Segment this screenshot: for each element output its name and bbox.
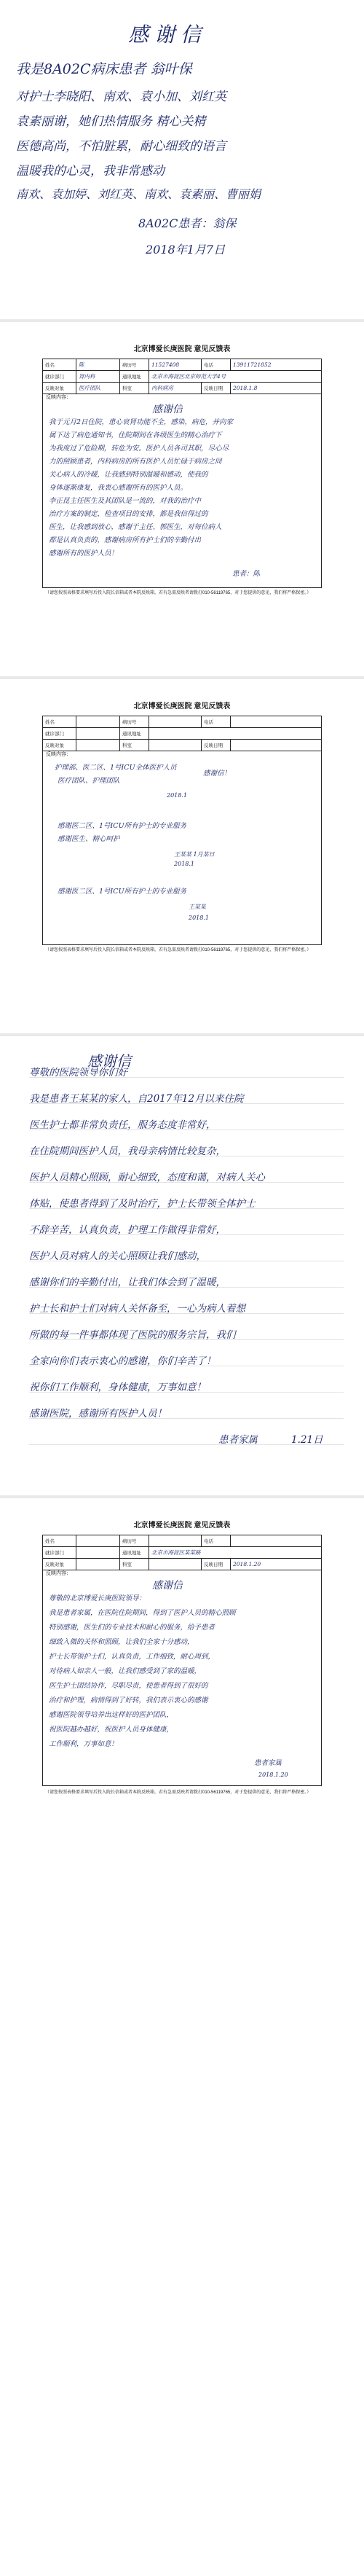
value-ward: 11527408	[149, 359, 202, 370]
label-date: 反映日期	[202, 383, 231, 394]
page-separator	[0, 319, 364, 322]
label-reporter: 反映对象	[43, 1559, 76, 1570]
content-line: 感谢信！	[203, 770, 232, 778]
letter-line: 我是患者王某某的家人，自2017年12月以来住院	[29, 1093, 244, 1105]
note-line: 感谢医二区、1号ICU所有护士的专业服务	[58, 888, 187, 896]
label-name: 姓名	[43, 716, 76, 727]
letter-line: 全家向你们表示衷心的感谢，你们辛苦了！	[29, 1355, 216, 1367]
value-department: 内科病房	[149, 383, 202, 394]
content-date: 2018.1.20	[258, 1772, 288, 1778]
content-line: 护理部、医二区、1号ICU全体医护人员	[55, 764, 177, 772]
label-name: 姓名	[43, 359, 76, 370]
letter-title: 感谢信	[128, 23, 207, 47]
form-footnote: （请您按照表格要求填写后投入院长信箱或者本院反映箱，若有急需反映者请拨打010-56119765，对于您提供的意见，我们将严格保密。）	[45, 591, 312, 595]
content-line: 工作顺利，万事如意！	[49, 1740, 119, 1748]
form-header: 北京博爱长庚医院 意见反馈表	[133, 1522, 231, 1530]
content-title: 感谢信	[152, 404, 183, 415]
form-footnote: （请您按照表格要求填写后投入院长信箱或者本院反映箱，若有急需反映者请拨打010-56119765，对于您提供的意见，我们将严格保密。）	[45, 948, 312, 952]
label-unit: 就诊部门	[43, 1547, 76, 1558]
feedback-form-1	[0, 329, 364, 665]
label-phone: 电话	[202, 1535, 231, 1546]
content-line: 医生护士团结协作，尽职尽责，使患者得到了很好的	[49, 1682, 208, 1690]
page-separator	[0, 1033, 364, 1036]
note-line: 2018.1	[189, 915, 209, 921]
content-line: 都是认真负责的，感谢病房所有护士们的辛勤付出	[49, 536, 202, 544]
label-reporter: 反映对象	[43, 383, 76, 394]
content-line: 尊敬的北京博爱长庚医院领导：	[49, 1594, 146, 1602]
label-phone: 电话	[202, 359, 231, 370]
content-line: 护士长带领护士们，认真负责，工作细致，耐心周到，	[49, 1653, 215, 1661]
content-label: 反映内容：	[46, 395, 71, 400]
letter-line: 体贴，使患者得到了及时治疗，护士长带领全体护士	[29, 1198, 256, 1210]
label-unit: 就诊部门	[43, 728, 76, 739]
value-ward	[149, 716, 202, 727]
value-phone	[231, 1535, 321, 1546]
letter-line: 祝你们工作顺利，身体健康，万事如意！	[29, 1382, 206, 1393]
label-address: 通讯地址	[120, 1547, 149, 1558]
content-line: 感谢所有的医护人员！	[49, 549, 119, 557]
letter-line: 南欢、袁加婷、刘红英、南欢、袁素丽、曹丽娟	[16, 187, 261, 201]
label-date: 反映日期	[202, 1559, 231, 1570]
value-address: 北京市海淀区某某路	[151, 1549, 201, 1556]
letter-signature: 8A02C患者：翁保	[138, 216, 237, 230]
value-name: 陈	[76, 359, 120, 370]
letter-line: 对护士李晓阳、南欢、袁小加、刘红英	[16, 90, 226, 104]
value-name	[76, 716, 120, 727]
form-footnote: （请您按照表格要求填写后投入院长信箱或者本院反映箱，若有急需反映者请拨打010-56119765，对于您提供的意见，我们将严格保密。）	[45, 1790, 312, 1795]
note-line: 王某某 1月某日	[174, 851, 215, 858]
form-info-table	[42, 1535, 322, 1570]
content-label: 反映内容：	[46, 1571, 71, 1576]
page-separator	[0, 676, 364, 679]
note-line: 2018.1	[174, 861, 194, 867]
letter-line: 不辞辛苦，认真负责，护理工作做得非常好，	[29, 1224, 226, 1236]
value-date: 2018.1.8	[233, 385, 258, 391]
label-department: 科室	[120, 740, 149, 751]
feedback-form-2	[0, 686, 364, 1022]
content-line: 2018.1	[167, 792, 187, 799]
value-address: 北京市海淀区北京师范大学4号	[151, 373, 226, 380]
content-line: 我于元月2日住院，患心衰肾功能不全，感染，病危，并向家	[49, 418, 234, 426]
form-content-box	[42, 391, 322, 588]
letter-date: 2018年1月7日	[146, 243, 226, 257]
content-line: 祝医院越办越好，祝医护人员身体健康，	[49, 1726, 174, 1734]
value-ward	[149, 1535, 202, 1546]
label-date: 反映日期	[202, 740, 231, 751]
label-unit: 就诊部门	[43, 371, 76, 382]
label-phone: 电话	[202, 716, 231, 727]
note-line: 感谢医生、精心呵护	[58, 835, 120, 843]
content-line: 我是患者家属，在医院住院期间，得到了医护人员的精心照顾	[49, 1609, 236, 1617]
feedback-form-3	[0, 1506, 364, 1884]
content-line: 细致入微的关怀和照顾，让我们全家十分感动，	[49, 1638, 194, 1646]
value-address	[149, 728, 321, 739]
letter-line: 所做的每一件事都体现了医院的服务宗旨，我们	[29, 1329, 236, 1341]
content-line: 医生，让我感到放心，感谢于主任、郭医生，对每位病人	[49, 523, 222, 531]
form-content-box	[42, 748, 322, 945]
content-signature: 患者：陈	[232, 570, 261, 578]
value-phone	[231, 716, 321, 727]
form-content-box	[42, 1567, 322, 1786]
content-line: 力的照顾患者，内科病房的所有医护人员忙碌于病房之间	[49, 458, 222, 466]
content-line: 对待病人如亲人一般，让我们感受到了家的温暖，	[49, 1667, 202, 1675]
letter-line: 医生护士都非常负责任，服务态度非常好，	[29, 1119, 216, 1131]
label-reporter: 反映对象	[43, 740, 76, 751]
content-line: 身体逐渐康复，我衷心感谢所有的医护人员。	[49, 484, 188, 492]
letter-line: 袁素丽谢，她们热情服务 精心关精	[16, 114, 206, 129]
content-line: 关心病人的冷暖，让我感到特别温暖和感动，使我的	[49, 471, 208, 479]
content-signature: 患者家属	[254, 1759, 282, 1767]
content-line: 医疗团队、护理团队	[58, 777, 120, 785]
letter-line: 尊敬的医院领导你们好	[29, 1067, 127, 1078]
letter-line: 感谢医院，感谢所有医护人员！	[29, 1408, 167, 1420]
letter-signature: 患者家属	[218, 1434, 258, 1446]
value-unit	[76, 1547, 120, 1558]
letter-line: 在住院期间医护人员，我母亲病情比较复杂，	[29, 1146, 226, 1157]
page-separator	[0, 1495, 364, 1498]
letter-line: 医护人员精心照顾，耐心细致，态度和蔼，对病人关心	[29, 1172, 265, 1183]
value-name	[76, 1535, 120, 1546]
form-info-table	[42, 359, 322, 394]
letter-date: 1.21日	[291, 1434, 323, 1446]
form-info-table	[42, 716, 322, 751]
content-line: 属下达了病危通知书，住院期间在各级医生的精心治疗下	[49, 431, 222, 439]
content-line: 为我度过了危险期，转危为安。医护人员各司其职，尽心尽	[49, 445, 229, 453]
letter-line: 护士长和护士们对病人关怀备至，一心为病人着想	[29, 1303, 245, 1315]
label-address: 通讯地址	[120, 728, 149, 739]
letter-line: 医德高尚，不怕脏累，耐心细致的语言	[16, 139, 226, 154]
content-title: 感谢信	[152, 1580, 183, 1592]
letter-line: 医护人员对病人的关心照顾让我们感动，	[29, 1250, 206, 1262]
label-ward: 病历号	[120, 1535, 149, 1546]
label-department: 科室	[120, 383, 149, 394]
content-line: 感谢医院领导培养出这样好的医护团队，	[49, 1711, 174, 1719]
label-ward: 病历号	[120, 359, 149, 370]
value-phone: 13911721852	[233, 361, 272, 368]
label-address: 通讯地址	[120, 371, 149, 382]
content-label: 反映内容：	[46, 752, 71, 757]
value-date: 2018.1.20	[233, 1561, 261, 1567]
form-header: 北京博爱长庚医院 意见反馈表	[133, 702, 231, 710]
label-ward: 病历号	[120, 716, 149, 727]
content-line: 李正昆主任医生及其团队是一流的，对我的治疗中	[49, 497, 202, 505]
value-unit: 肾内科	[76, 371, 120, 382]
content-line: 特别感谢，医生们的专业技术和耐心的服务，给予患者	[49, 1624, 215, 1632]
value-unit	[76, 728, 120, 739]
letter-line: 我是8A02C病床患者 翁叶保	[16, 61, 192, 77]
thank-you-letter-1	[0, 0, 364, 306]
label-name: 姓名	[43, 1535, 76, 1546]
label-department: 科室	[120, 1559, 149, 1570]
letter-title: 感谢信	[87, 1052, 131, 1070]
letter-line: 感谢你们的辛勤付出，让我们体会到了温暖，	[29, 1277, 226, 1288]
content-line: 治疗和护理，病情得到了好转，我们表示衷心的感谢	[49, 1696, 208, 1704]
thank-you-letter-2	[0, 1044, 364, 1481]
value-reporter: 医疗团队	[76, 383, 120, 394]
note-line: 王某某	[189, 904, 206, 910]
note-line: 感谢医二区、1号ICU所有护士的专业服务	[58, 822, 187, 830]
content-line: 治疗方案的制定，检查项目的安排，都是我信得过的	[49, 510, 208, 518]
form-header: 北京博爱长庚医院 意见反馈表	[133, 345, 231, 353]
letter-line: 温暖我的心灵，我非常感动	[16, 164, 165, 179]
